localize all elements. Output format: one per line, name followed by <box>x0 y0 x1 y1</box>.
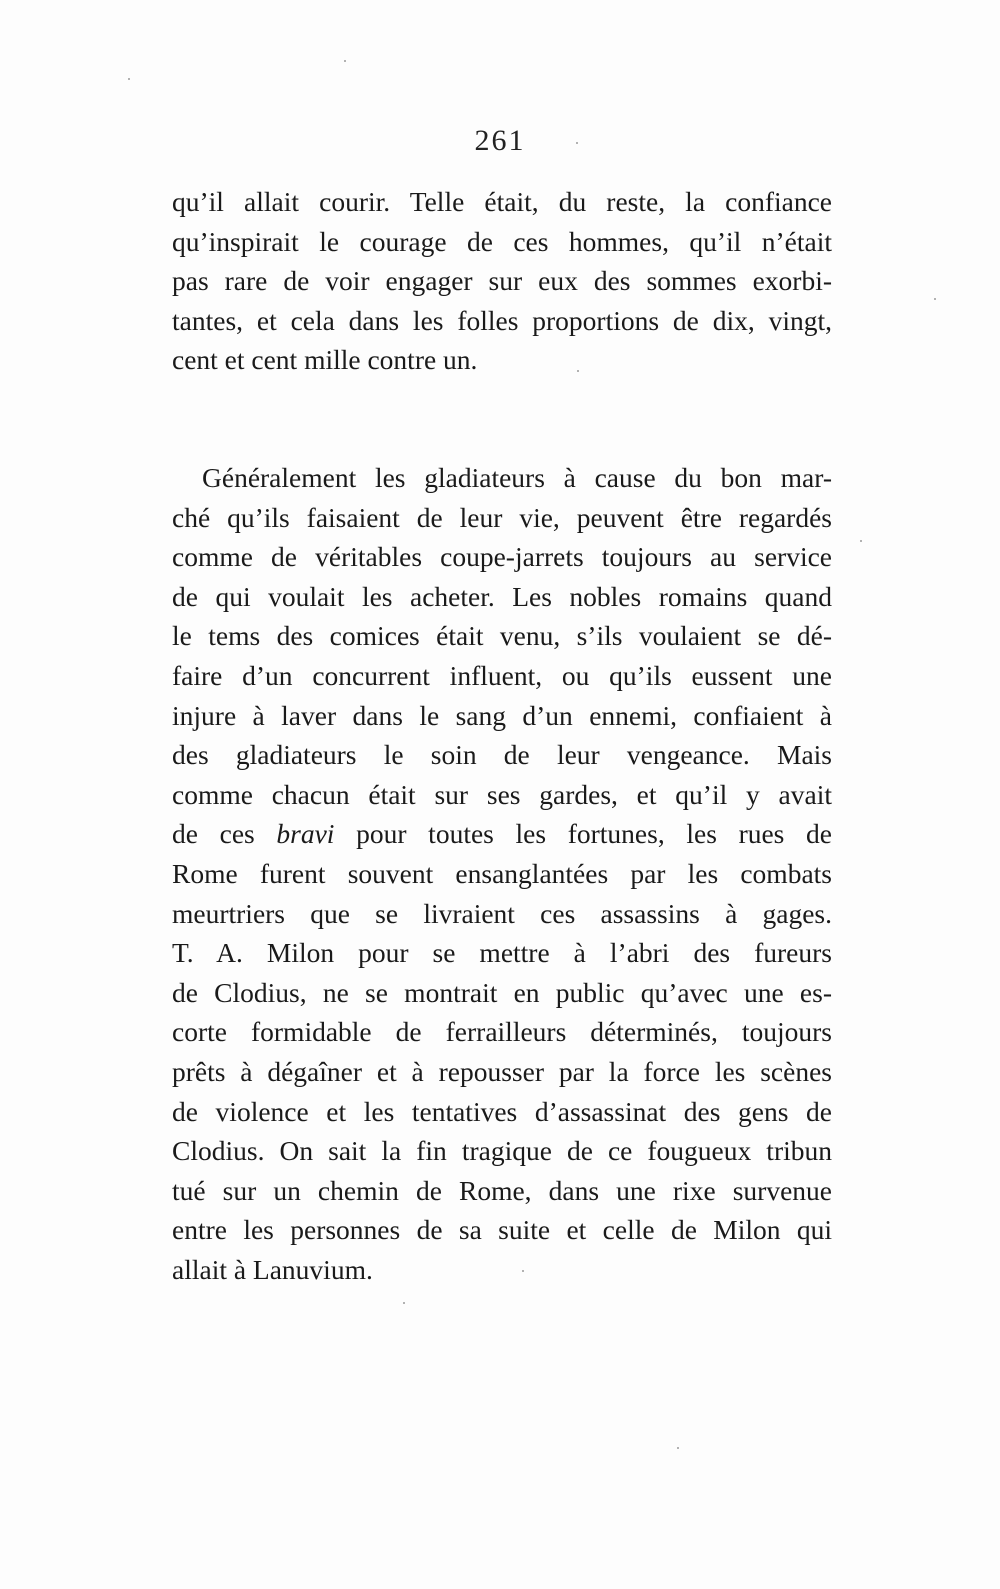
paper-speck <box>522 1270 524 1272</box>
text-line: pas rare de voir engager sur eux des sommes exorbi- <box>172 265 832 297</box>
text-line: Généralement les gladiateurs à cause du bon mar- <box>202 462 832 493</box>
text-line: comme chacun était sur ses gardes, et qu’il y avait <box>172 778 832 810</box>
text-line: de qui voulait les acheter. Les nobles romains quand <box>172 580 832 612</box>
text-line: corte formidable de ferrailleurs déterminés, toujours <box>172 1016 832 1048</box>
text-line: qu’il allait courir. Telle était, du reste, la confiance <box>172 186 832 217</box>
paper-speck <box>344 60 346 62</box>
text-line: prêts à dégaîner et à repousser par la force les scènes <box>172 1055 832 1087</box>
text-segment: pour toutes les fortunes, les rues de <box>334 818 832 850</box>
text-line: qu’inspirait le courage de ces hommes, qu’il n’était <box>172 225 832 257</box>
paper-speck <box>403 1302 405 1304</box>
text-line: de violence et les tentatives d’assassinat des gens de <box>172 1095 832 1127</box>
text-line: tué sur un chemin de Rome, dans une rixe survenue <box>172 1174 832 1206</box>
page-number: 261 <box>474 124 526 157</box>
text-line: de Clodius, ne se montrait en public qu’avec une es- <box>172 976 832 1008</box>
text-line: allait à Lanuvium. <box>172 1253 373 1285</box>
italic-word: bravi <box>276 818 335 850</box>
text-line: entre les personnes de sa suite et celle de Milon qui <box>172 1214 832 1246</box>
text-line: Rome furent souvent ensanglantées par les combats <box>172 857 832 889</box>
text-line: le tems des comices était venu, s’ils voulaient se dé- <box>172 620 832 652</box>
paper-speck <box>128 78 130 80</box>
paper-speck <box>576 142 578 144</box>
text-line: meurtriers que se livraient ces assassins à gages. <box>172 897 832 929</box>
paper-speck <box>677 1447 679 1449</box>
paragraph-2 <box>172 458 832 1289</box>
paper-speck <box>577 370 579 372</box>
text-line: Clodius. On sait la fin tragique de ce fougueux tribun <box>172 1135 832 1167</box>
text-line: cent et cent mille contre un. <box>172 344 478 376</box>
text-line-with-italic <box>172 814 832 854</box>
text-line: tantes, et cela dans les folles proportions de dix, vingt, <box>172 304 832 336</box>
text-line: injure à laver dans le sang d’un ennemi, confiaient à <box>172 699 832 731</box>
text-line: faire d’un concurrent influent, ou qu’ils eussent une <box>172 659 832 691</box>
paragraph-1 <box>172 182 832 380</box>
paper-speck <box>934 298 936 300</box>
text-segment: de ces <box>172 818 277 850</box>
text-line: des gladiateurs le soin de leur vengeance. Mais <box>172 739 832 771</box>
text-line: comme de véritables coupe-jarrets toujours au service <box>172 541 832 573</box>
text-line: T. A. Milon pour se mettre à l’abri des fureurs <box>172 937 832 969</box>
paper-speck <box>860 540 862 542</box>
text-line: ché qu’ils faisaient de leur vie, peuvent être regardés <box>172 501 832 533</box>
